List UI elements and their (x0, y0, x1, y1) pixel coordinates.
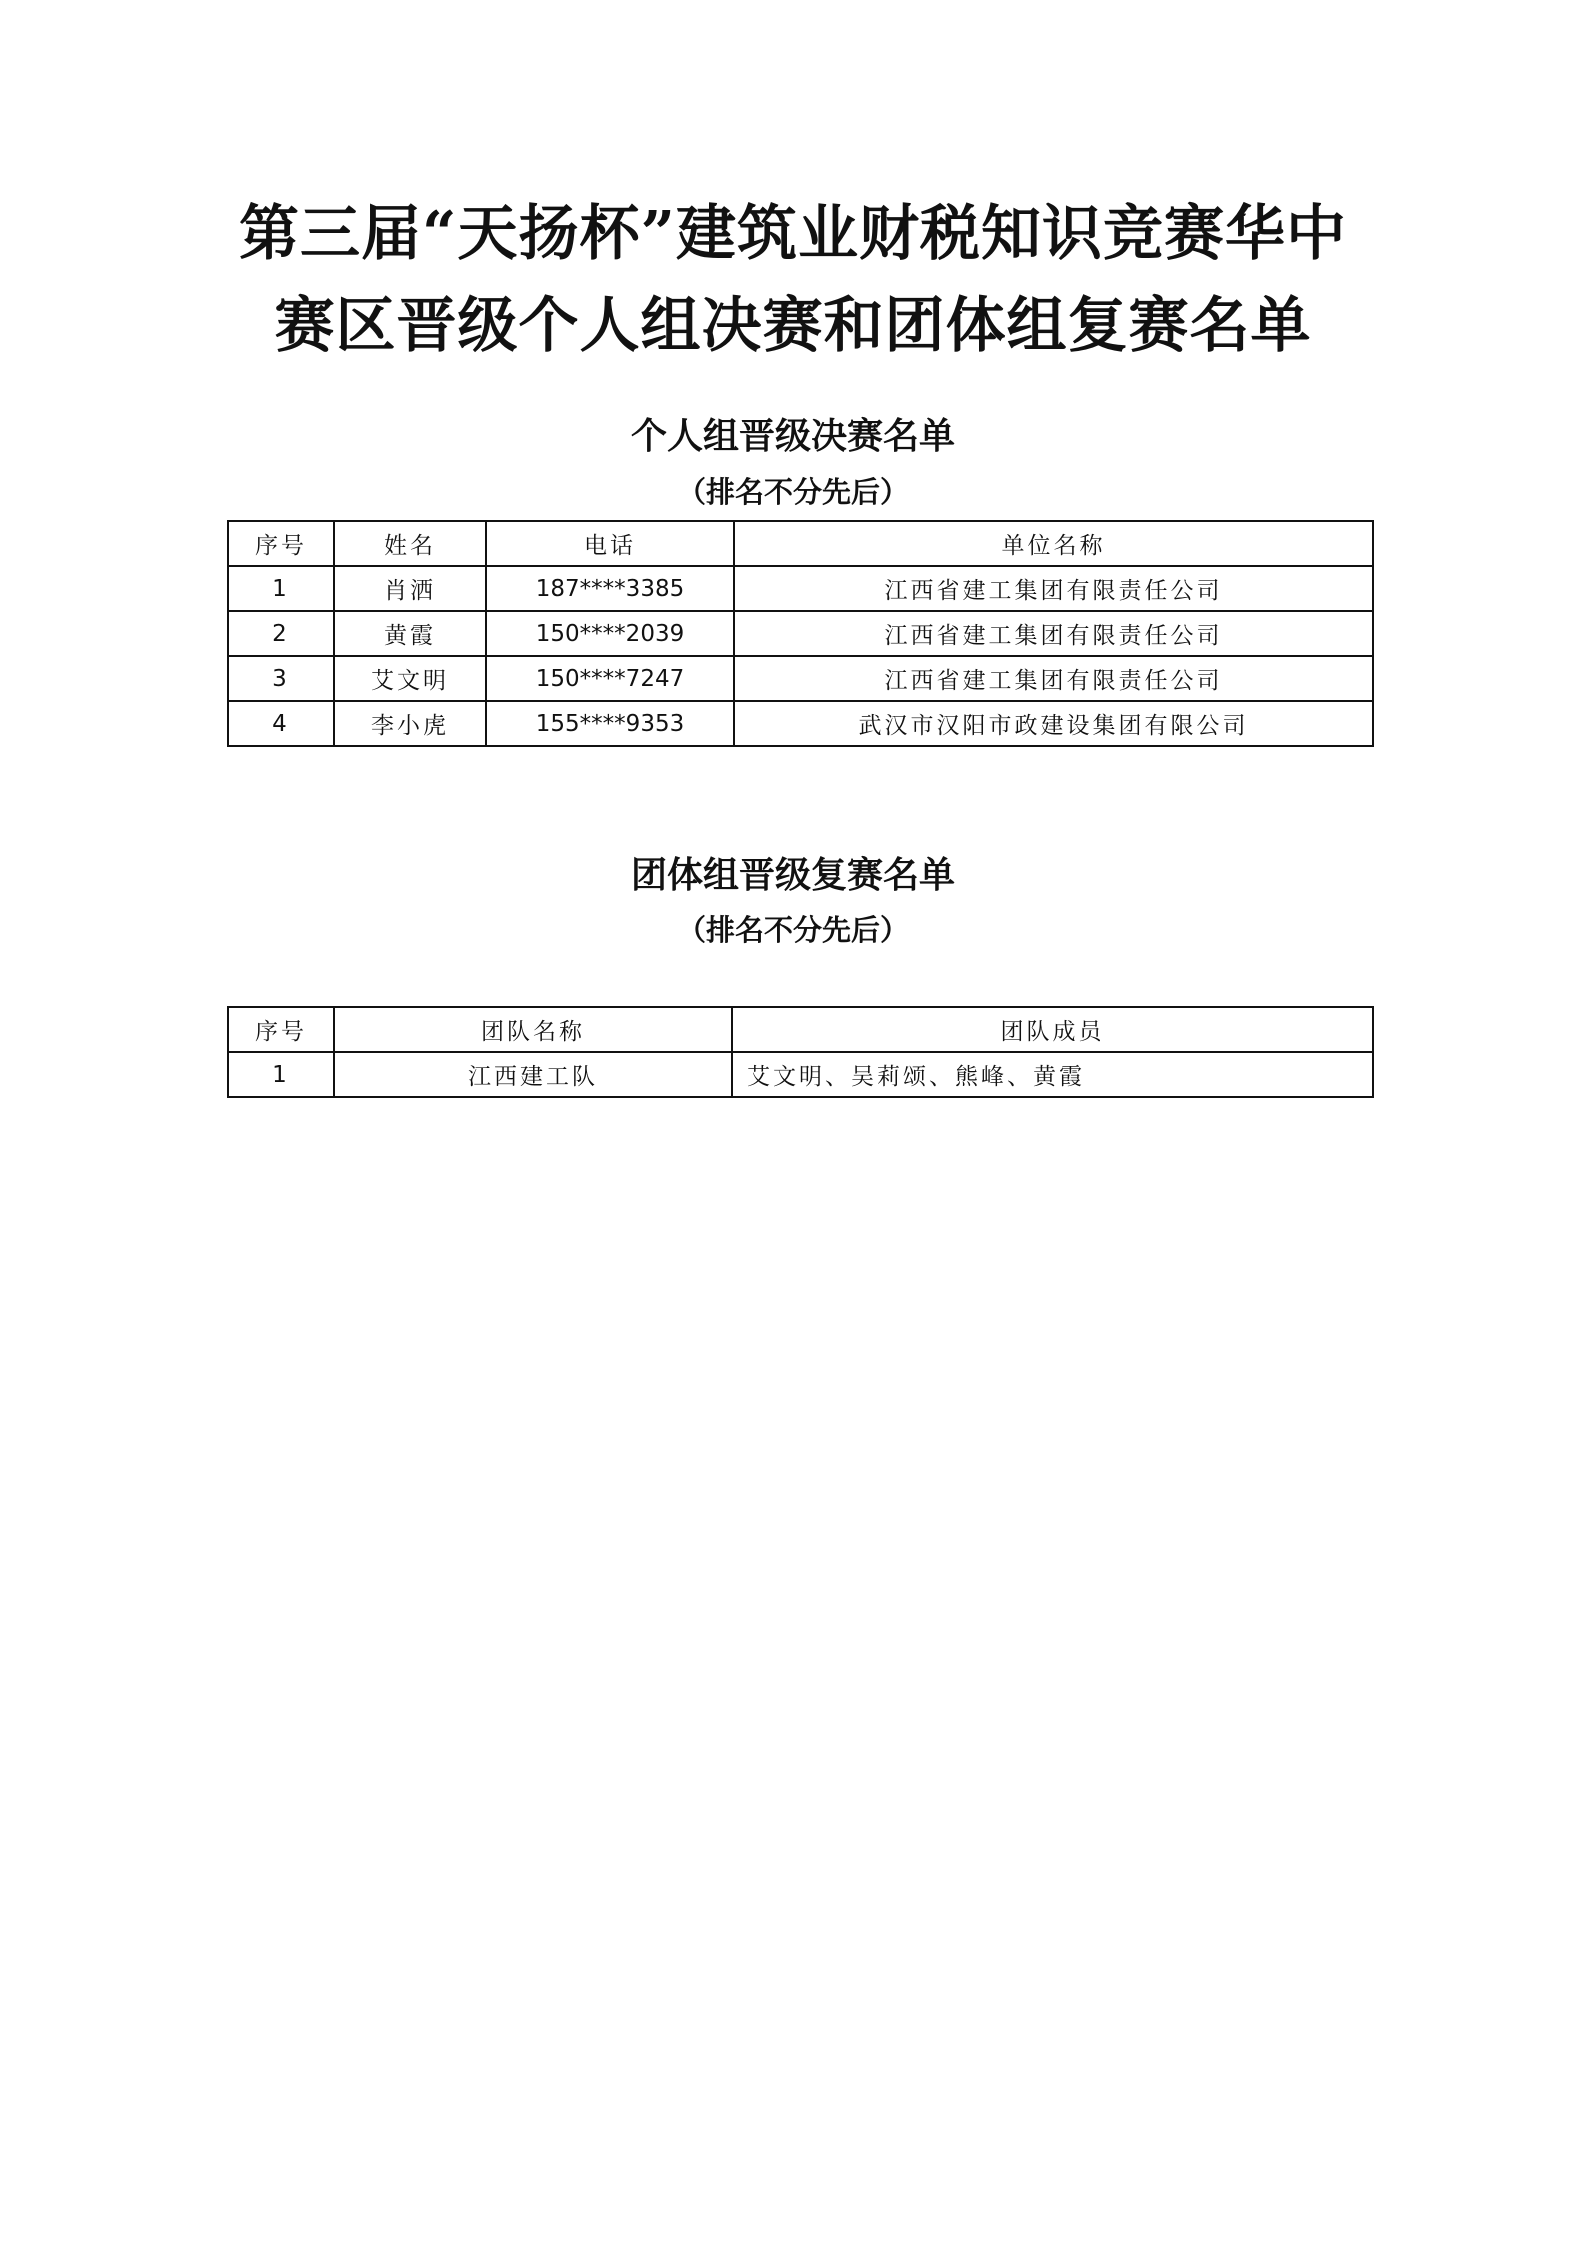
individual-section-heading: 个人组晋级决赛名单 (630, 415, 955, 457)
table-header-row (228, 521, 1373, 566)
document-title (0, 188, 1586, 372)
cell-phone: 150****7247 (486, 656, 734, 701)
cell-number: 1 (228, 1052, 334, 1097)
table-row (228, 656, 1373, 701)
cell-number: 1 (228, 566, 334, 611)
column-header-phone: 电话 (486, 521, 734, 566)
cell-phone: 187****3385 (486, 566, 734, 611)
column-header-team-members: 团队成员 (732, 1007, 1373, 1052)
table-row (228, 566, 1373, 611)
cell-name: 艾文明 (334, 656, 486, 701)
cell-number: 2 (228, 611, 334, 656)
column-header-unit: 单位名称 (734, 521, 1373, 566)
cell-name: 肖洒 (334, 566, 486, 611)
cell-phone: 155****9353 (486, 701, 734, 746)
cell-number: 3 (228, 656, 334, 701)
cell-phone: 150****2039 (486, 611, 734, 656)
cell-team-members: 艾文明、吴莉颂、熊峰、黄霞 (732, 1052, 1373, 1097)
cell-unit: 江西省建工集团有限责任公司 (734, 611, 1373, 656)
cell-number: 4 (228, 701, 334, 746)
table-row (228, 701, 1373, 746)
cell-name: 黄霞 (334, 611, 486, 656)
table-row (228, 611, 1373, 656)
document-title-line-1: 第三届“天扬杯”建筑业财税知识竞赛华中 (238, 199, 1348, 269)
column-header-number: 序号 (228, 1007, 334, 1052)
table-row (228, 1052, 1373, 1097)
team-roster-table (227, 1006, 1374, 1098)
column-header-number: 序号 (228, 521, 334, 566)
cell-unit: 江西省建工集团有限责任公司 (734, 566, 1373, 611)
column-header-team-name: 团队名称 (334, 1007, 732, 1052)
cell-unit: 武汉市汉阳市政建设集团有限公司 (734, 701, 1373, 746)
individual-section-note: （排名不分先后） (676, 475, 909, 509)
team-section-note: （排名不分先后） (676, 913, 909, 947)
cell-unit: 江西省建工集团有限责任公司 (734, 656, 1373, 701)
team-section-heading: 团体组晋级复赛名单 (630, 854, 955, 896)
cell-name: 李小虎 (334, 701, 486, 746)
individual-roster-table (227, 520, 1374, 747)
document-title-line-2: 赛区晋级个人组决赛和团体组复赛名单 (274, 291, 1312, 361)
column-header-name: 姓名 (334, 521, 486, 566)
cell-team-name: 江西建工队 (334, 1052, 732, 1097)
table-header-row (228, 1007, 1373, 1052)
